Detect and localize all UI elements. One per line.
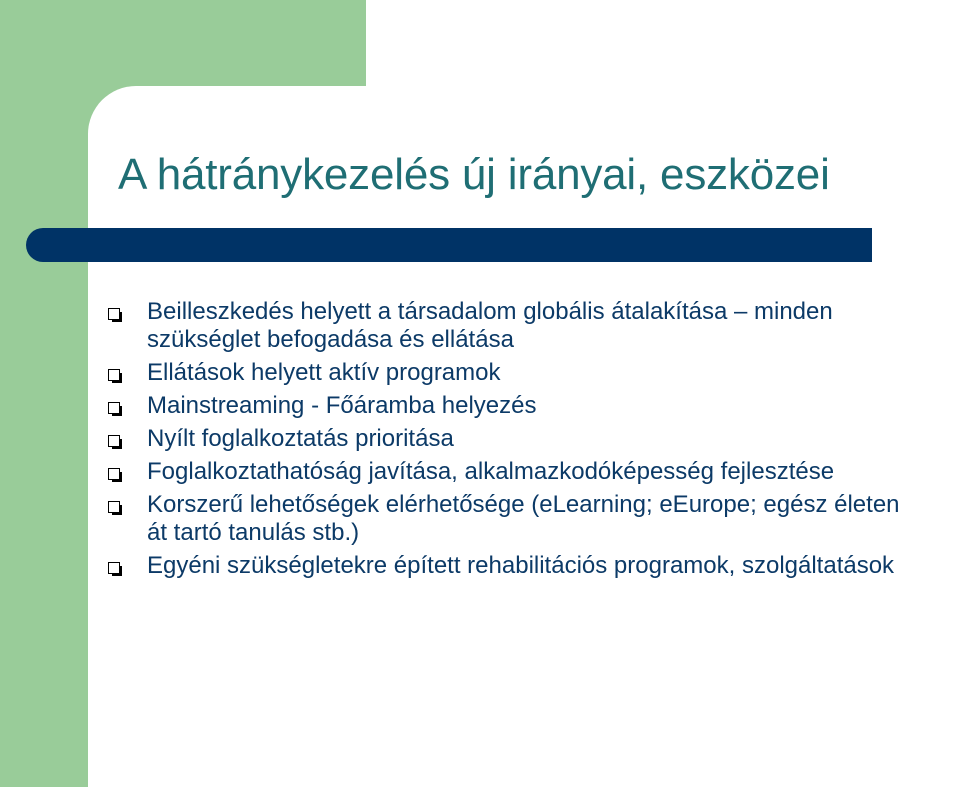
bullet-item bbox=[104, 552, 924, 580]
bullet-item bbox=[104, 425, 924, 453]
checkbox-bullet-icon bbox=[108, 501, 120, 513]
bullet-text: Foglalkoztathatóság javítása, alkalmazkodóképesség fejlesztése bbox=[147, 458, 835, 485]
bullet-text: Beilleszkedés helyett a társadalom globális átalakítása – minden szükséglet befogadása és ellátása bbox=[147, 298, 833, 353]
bullet-item bbox=[104, 392, 924, 420]
checkbox-bullet-icon bbox=[108, 435, 120, 447]
bullet-item bbox=[104, 359, 924, 387]
bullet-list bbox=[104, 298, 924, 585]
bullet-item bbox=[104, 458, 924, 486]
checkbox-bullet-icon bbox=[108, 402, 120, 414]
checkbox-bullet-icon bbox=[108, 562, 120, 574]
slide-title: A hátránykezelés új irányai, eszközei bbox=[118, 150, 830, 199]
bullet-text: Egyéni szükségletekre épített rehabilitációs programok, szolgáltatások bbox=[147, 552, 895, 579]
checkbox-bullet-icon bbox=[108, 308, 120, 320]
bullet-text: Ellátások helyett aktív programok bbox=[147, 359, 501, 386]
title-underline-bar bbox=[26, 228, 872, 262]
bullet-text: Korszerű lehetőségek elérhetősége (eLearning; eEurope; egész életen át tartó tanulás stb.) bbox=[147, 491, 900, 546]
bullet-text: Mainstreaming - Főáramba helyezés bbox=[147, 392, 537, 419]
bullet-text: Nyílt foglalkoztatás prioritása bbox=[147, 425, 454, 452]
bullet-item bbox=[104, 298, 924, 354]
checkbox-bullet-icon bbox=[108, 369, 120, 381]
bullet-item bbox=[104, 491, 924, 547]
checkbox-bullet-icon bbox=[108, 468, 120, 480]
